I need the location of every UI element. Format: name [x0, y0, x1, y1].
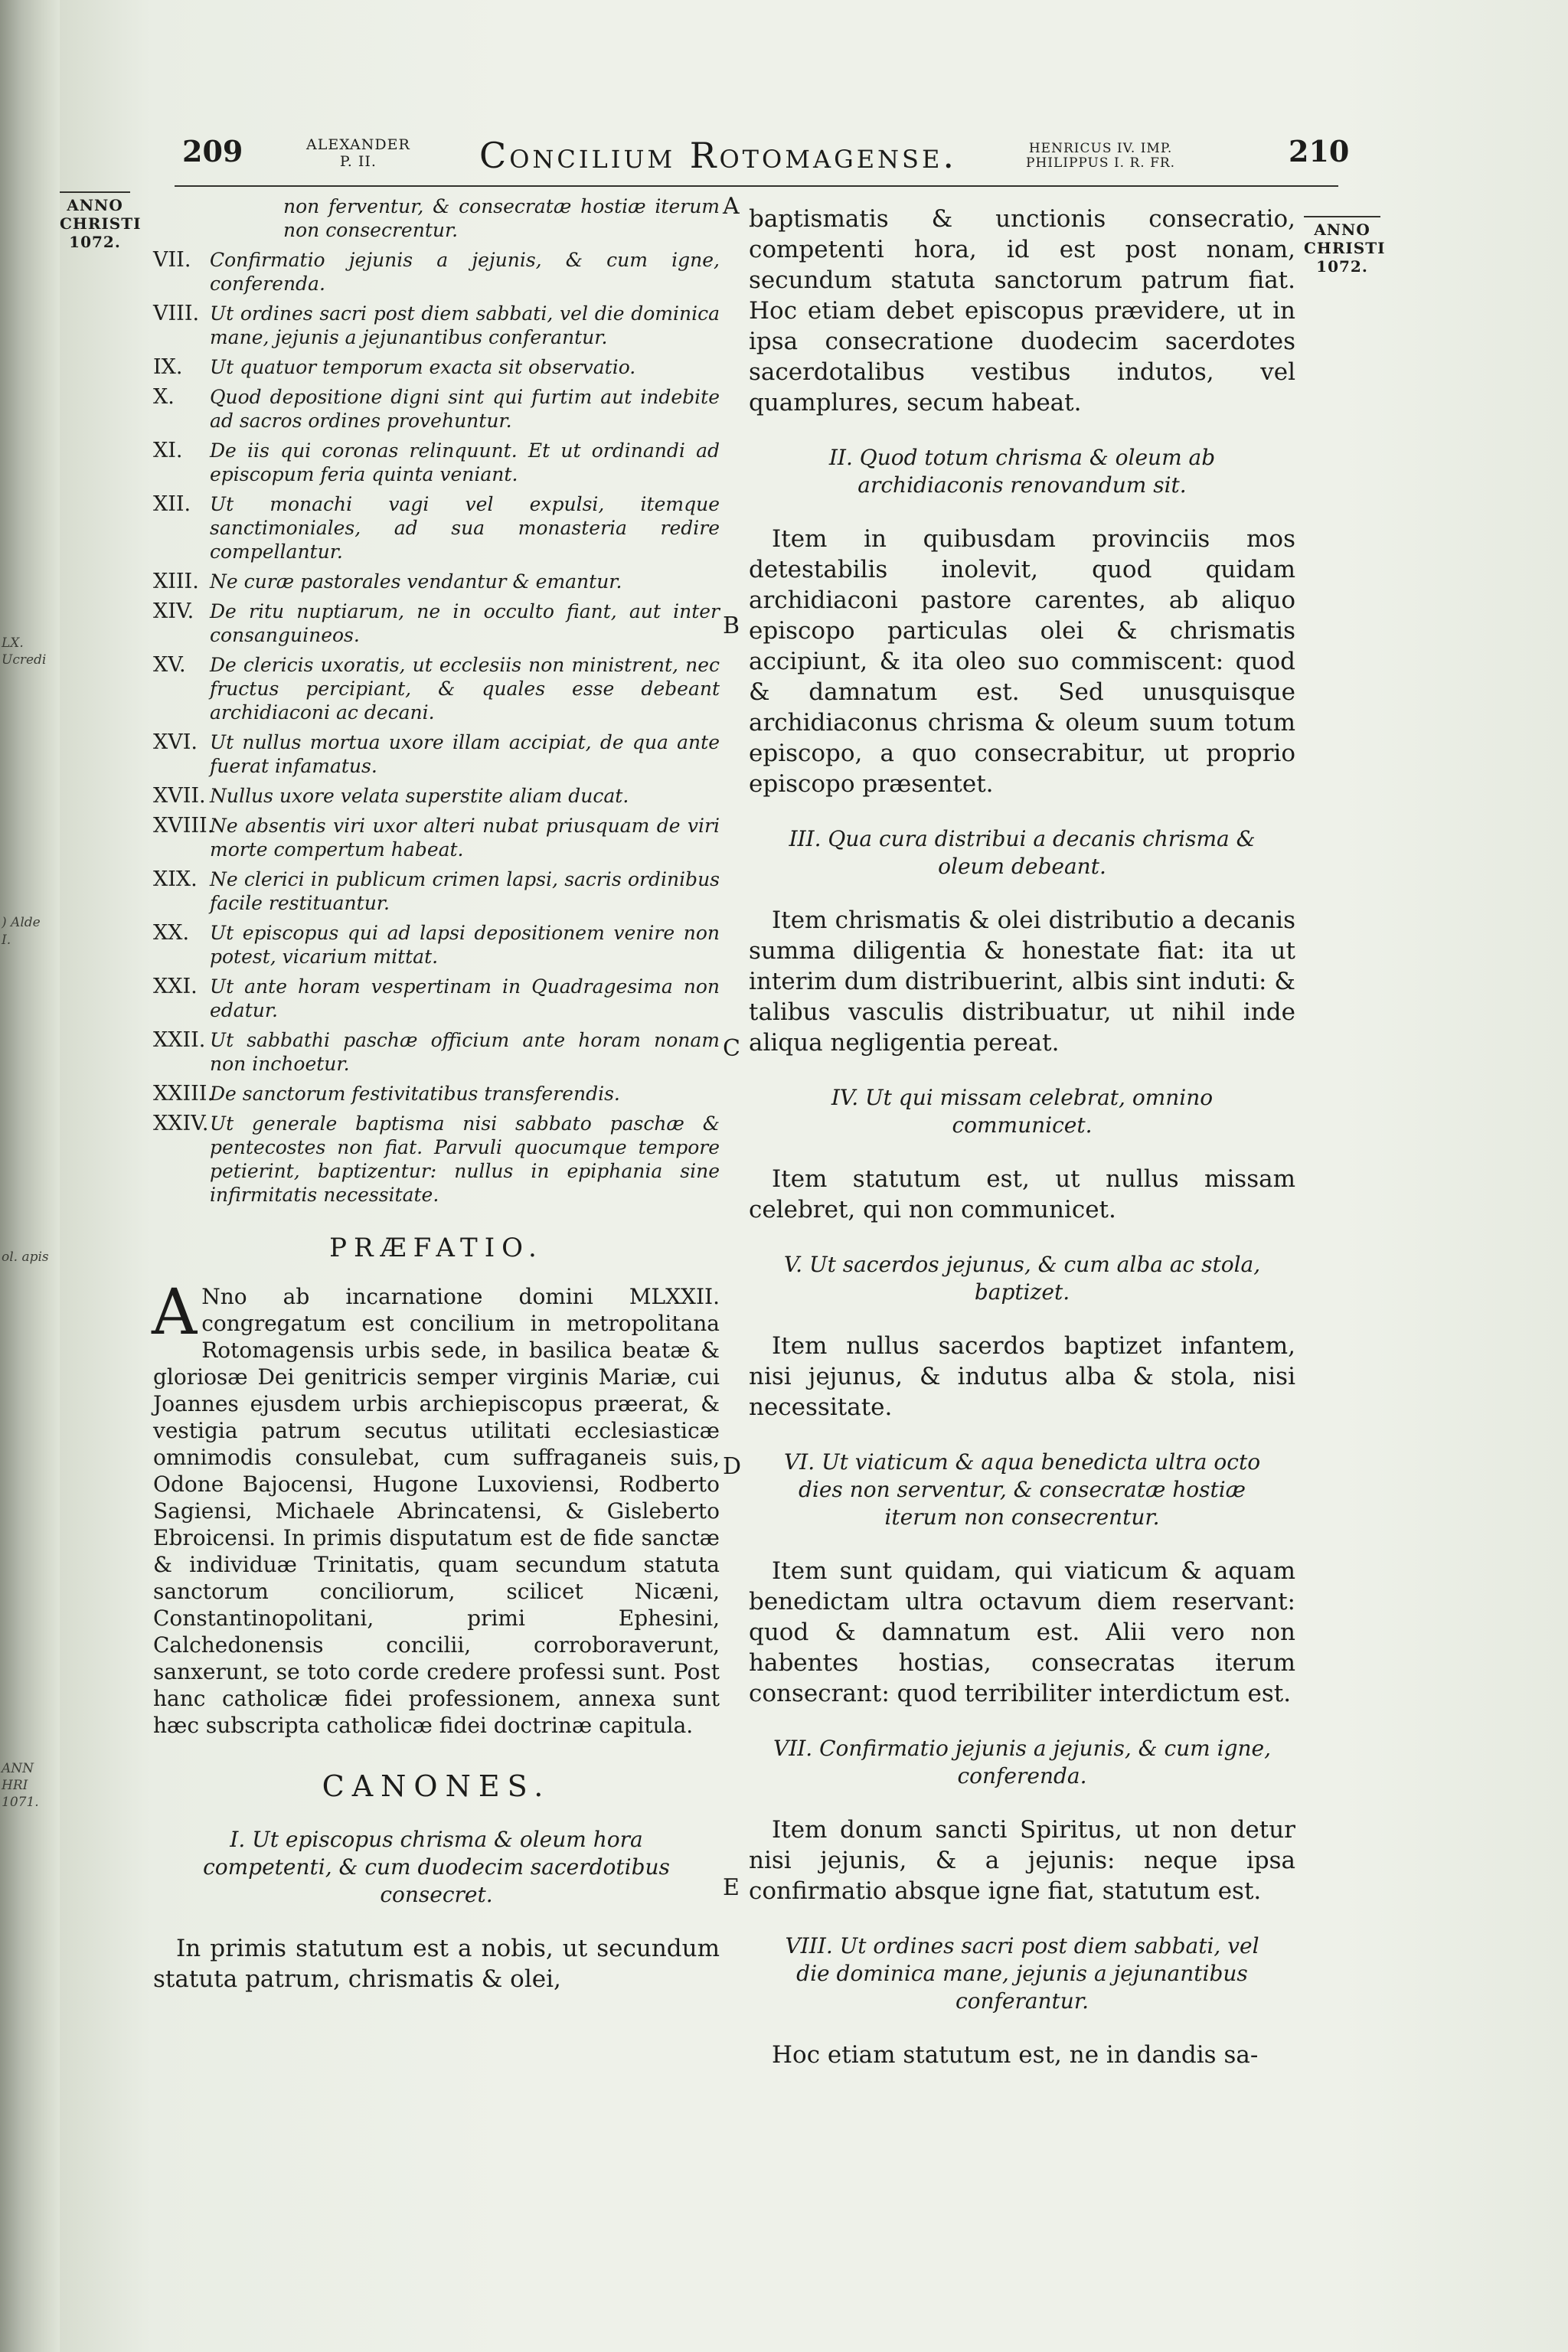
toc-item: VIII. Ut ordines sacri post diem sabbati, vel die dominica mane, jejunis a jejunantibus conferantur.	[153, 302, 720, 348]
canon-text: Item statutum est, ut nullus missam celebret, qui non communicet.	[749, 1165, 1295, 1223]
toc-item: XX. Ut episcopus qui ad lapsi depositionem venire non potest, vicarium mittat.	[153, 921, 720, 968]
margin-letter: E	[723, 1874, 740, 1901]
toc-item: XVII. Nullus uxore velata superstite aliam ducat.	[153, 784, 629, 808]
canon-heading: II. Quod totum chrisma & oleum ab archidiaconis renovandum sit.	[828, 445, 1216, 498]
toc-item: XXIV. Ut generale baptisma nisi sabbato paschæ & pentecostes non fiat. Parvuli quocumque tempore petierint, baptizentur: nullus in epiphania sine infirmitatis necessitate.	[153, 1112, 720, 1206]
toc-item: IX. Ut quatuor temporum exacta sit observatio.	[153, 355, 636, 379]
gutter-note: I.	[2, 933, 11, 948]
adjacent-page-gutter	[0, 0, 60, 2352]
running-head	[60, 122, 1568, 184]
book-page	[60, 0, 1568, 2352]
praefatio-heading: PRÆFATIO.	[329, 1233, 544, 1263]
canon-text: Item nullus sacerdos baptizet infantem, nisi jejunus, & indutus alba & stola, nisi necessitate.	[749, 1332, 1295, 1421]
canon-text: Item donum sancti Spiritus, ut non detur nisi jejunis, & a jejunis: neque ipsa confirmatio absque igne fiat, statutum est.	[749, 1816, 1295, 1905]
toc-item: non ferventur, & consecratæ hostiæ iterum non consecrentur.	[283, 195, 720, 241]
canones-heading: CANONES.	[322, 1769, 551, 1803]
page-number-right: 210	[1289, 134, 1350, 168]
canon-heading: IV. Ut qui missam celebrat, omnino communicet.	[831, 1085, 1214, 1138]
canon-heading: V. Ut sacerdos jejunus, & cum alba ac stola, baptizet.	[783, 1252, 1261, 1305]
gutter-note: ANN	[2, 1761, 34, 1776]
margin-letter: D	[723, 1453, 742, 1480]
gutter-note: ) Alde	[2, 915, 41, 930]
canon-heading: VIII. Ut ordines sacri post diem sabbati, vel die dominica mane, jejunis a jejunantibus conferantur.	[785, 1933, 1259, 2014]
page-number-left: 209	[182, 134, 243, 168]
toc-item: XVIII. Ne absentis viri uxor alteri nubat priusquam de viri morte compertum habeat.	[153, 814, 720, 861]
gutter-note: 1071.	[2, 1795, 39, 1810]
ruler-names: HENRICUS IV. IMP. PHILIPPUS I. R. FR.	[1026, 141, 1176, 171]
canon-text: baptismatis & unctionis consecratio, competenti hora, id est post nonam, secundum statuta sanctorum patrum fiat. Hoc etiam debet episcopus prævidere, ut in ipsa consecratione duodecim sacerdotes sacerdotalibus vestibus indutos, vel quamplures, secum habeat.	[749, 205, 1295, 416]
left-column	[153, 194, 720, 1994]
canon-text: Item chrismatis & olei distributio a decanis summa diligentia & honestate fiat: ita ut interim dum distribuerint, albis sint induti: & talibus vasculis distribuatur, ut nihil inde aliqua negligentia pereat.	[749, 906, 1295, 1057]
margin-letter: A	[723, 193, 740, 220]
toc-item: XIII. Ne curæ pastorales vendantur & emantur.	[153, 570, 622, 593]
gutter-note: HRI	[2, 1778, 28, 1793]
toc-item: XIX. Ne clerici in publicum crimen lapsi, sacris ordinibus facile restituantur.	[153, 867, 720, 914]
canon-text: In primis statutum est a nobis, ut secundum statuta patrum, chrismatis & olei,	[153, 1935, 720, 1993]
gutter-note: ol. apis	[2, 1250, 49, 1265]
anno-christi-right: ANNO CHRISTI 1072.	[1304, 216, 1380, 276]
toc-item: XXII. Ut sabbathi paschæ officium ante horam nonam non inchoetur.	[153, 1028, 720, 1075]
toc-item: XVI. Ut nullus mortua uxore illam accipiat, de qua ante fuerat infamatus.	[153, 730, 720, 777]
toc-item: VII. Confirmatio jejunis a jejunis, & cum igne, conferenda.	[153, 248, 720, 295]
anno-christi-left: ANNO CHRISTI 1072.	[60, 191, 130, 251]
header-rule	[175, 185, 1338, 187]
praefatio-text: A Nno ab incarnatione domini MLXXII. congregatum est concilium in metropolitana Rotomagensis urbis sede, in basilica beatæ & gloriosæ Dei genitricis semper virginis Mariæ, cui Joannes ejusdem urbis archiepiscopus præerat, & vestigia patrum secutus utilitati ecclesiasticæ omnimodis consulebat, cum suffraganeis suis, Odone Bajocensi, Hugone Luxoviensi, Rodberto Sagiensi, Michaele Abrincatensi, & Gisleberto Ebroicensi. In primis disputatum est de fide sanctæ & individuæ Trinitatis, quam secundum statuta sanctorum conciliorum, scilicet Nicæni, Constantinopolitani, primi Ephesini, Calchedonensis concilii, corroboraverunt, sanxerunt, se toto corde credere professi sunt. Post hanc catholicæ fidei professionem, annexa sunt hæc subscripta catholicæ fidei doctrinæ capitula.	[152, 1276, 720, 1738]
gutter-note: Ucredi	[2, 652, 47, 668]
canon-heading: VII. Confirmatio jejunis a jejunis, & cum igne, conferenda.	[773, 1736, 1272, 1788]
canon-text: Item sunt quidam, qui viaticum & aquam benedictam ultra octavum diem reservant: quod & damnatum est. Alii vero non habentes hostias, consecratas iterum consecrant: quod terribiliter interdictum est.	[749, 1557, 1295, 1707]
canon-heading: VI. Ut viaticum & aqua benedicta ultra octo dies non serventur, & consecratæ hostiæ iterum non consecrentur.	[783, 1449, 1261, 1530]
margin-letter: C	[723, 1035, 740, 1062]
toc-item: XV. De clericis uxoratis, ut ecclesiis non ministrent, nec fructus percipiant, & quales esse debeant archidiaconi ac decani.	[153, 653, 720, 724]
right-column	[749, 204, 1295, 2096]
toc-item: XII. Ut monachi vagi vel expulsi, itemque sanctimoniales, ad sua monasteria redire compellantur.	[153, 492, 720, 563]
pope-name: ALEXANDER P. II.	[306, 136, 410, 170]
toc-item: XIV. De ritu nuptiarum, ne in occulto fiant, aut inter consanguineos.	[153, 599, 720, 646]
canon-text: Hoc etiam statutum est, ne in dandis sa-	[772, 2041, 1259, 2069]
canon-heading: I. Ut episcopus chrisma & oleum hora competenti, & cum duodecim sacerdotibus consecret.	[203, 1827, 670, 1907]
margin-letter: B	[723, 612, 740, 639]
toc-item: X. Quod depositione digni sint qui furtim aut indebite ad sacros ordines provehuntur.	[153, 385, 720, 432]
toc-item: XI. De iis qui coronas relinquunt. Et ut ordinandi ad episcopum feria quinta veniant.	[153, 439, 720, 485]
page-title: Concilium Rotomagense.	[479, 135, 957, 176]
drop-cap: A	[152, 1276, 198, 1349]
canon-heading: III. Qua cura distribui a decanis chrisma & oleum debeant.	[789, 826, 1256, 879]
toc-item: XXIII. De sanctorum festivitatibus transferendis.	[153, 1082, 620, 1106]
canon-text: Item in quibusdam provinciis mos detestabilis inolevit, quod quidam archidiaconi pastore carentes, ab aliquo episcopo particulas olei & chrismatis accipiunt, & ita oleo suo commiscent: quod & damnatum est. Sed unusquisque archidiaconus chrisma & oleum suum totum episcopo, a quo consecrabitur, ut proprio episcopo præsentet.	[749, 525, 1295, 798]
gutter-note: LX.	[2, 635, 24, 651]
toc-item: XXI. Ut ante horam vespertinam in Quadragesima non edatur.	[153, 975, 720, 1021]
